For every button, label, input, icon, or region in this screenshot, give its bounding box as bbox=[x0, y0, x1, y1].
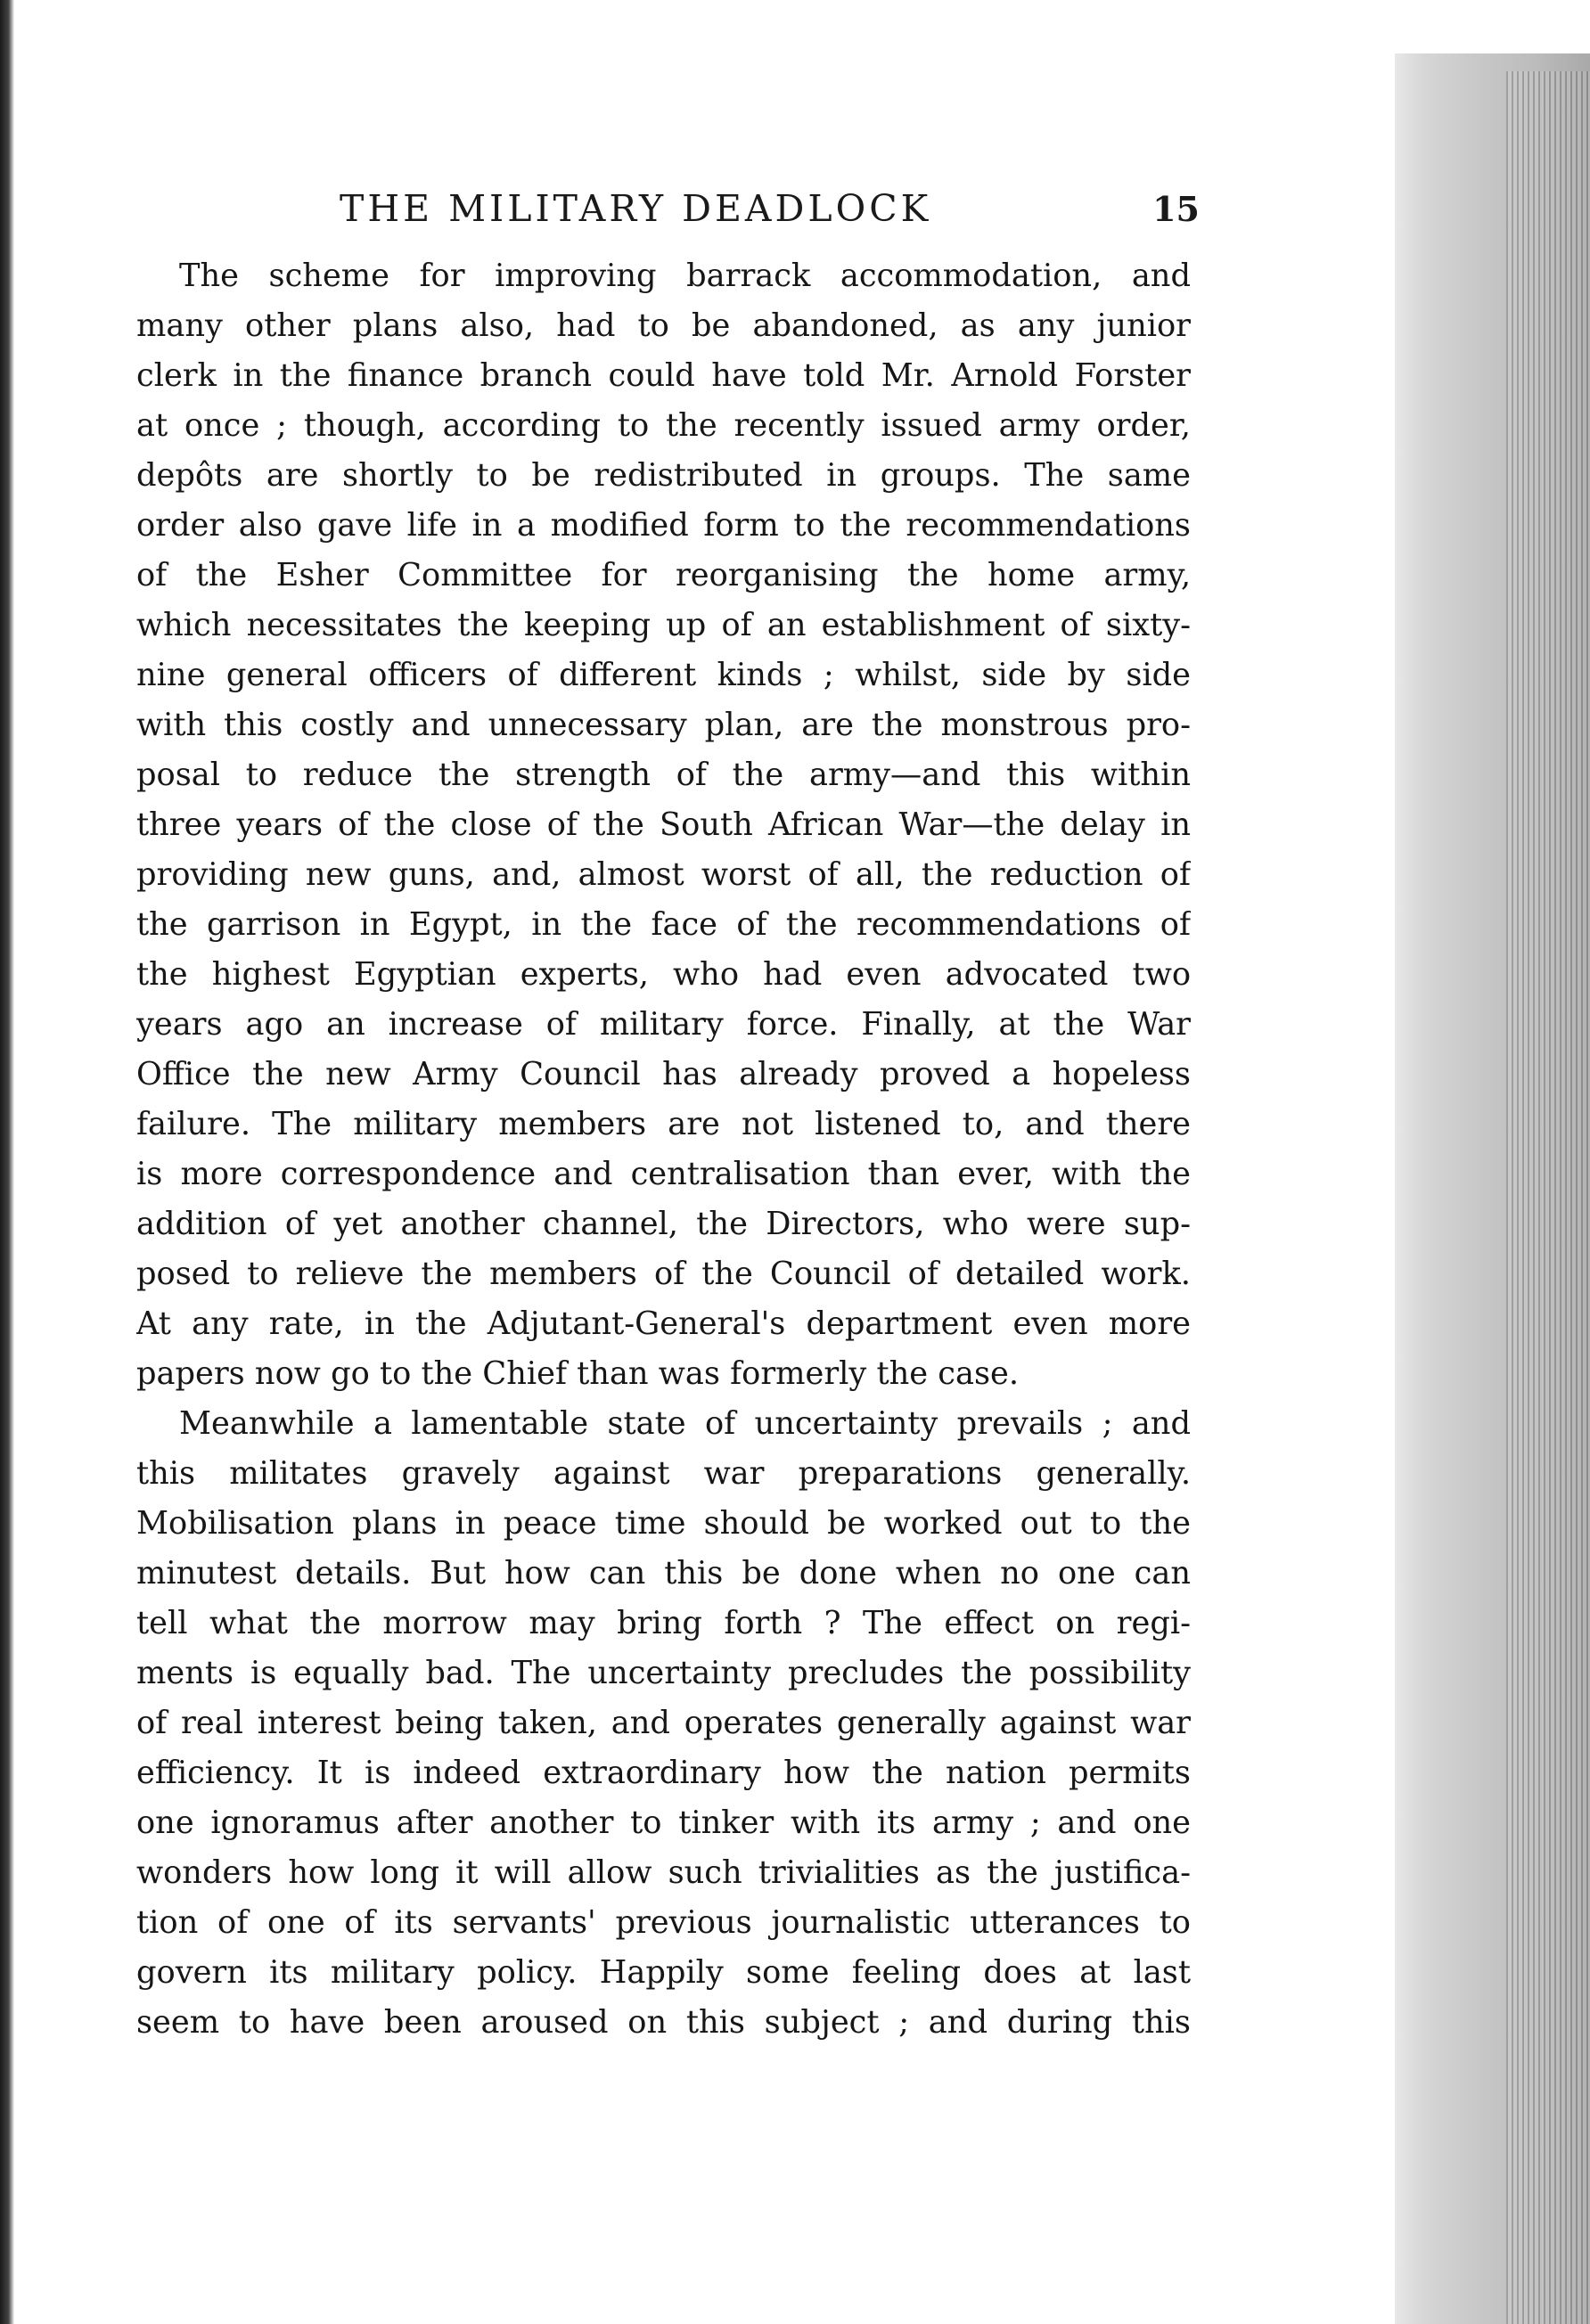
text-line: papers now go to the Chief than was formerly the case. bbox=[136, 1355, 1020, 1392]
text-line: with this costly and unnecessary plan, are the monstrous pro- bbox=[136, 707, 1191, 743]
text-line: clerk in the finance branch could have told Mr. Arnold Forster bbox=[136, 357, 1191, 394]
text-line: of the Esher Committee for reorganising the home army, bbox=[136, 557, 1191, 593]
text-line: posed to relieve the members of the Council of detailed work. bbox=[136, 1256, 1191, 1292]
text-line: one ignoramus after another to tinker with its army ; and one bbox=[136, 1804, 1191, 1841]
text-line: minutest details. But how can this be done when no one can bbox=[136, 1555, 1191, 1592]
book-page bbox=[14, 0, 1395, 2324]
text-line: Mobilisation plans in peace time should be worked out to the bbox=[136, 1505, 1191, 1542]
text-line: seem to have been aroused on this subject ; and during this bbox=[136, 2004, 1191, 2041]
text-line: tell what the morrow may bring forth ? The effect on regi- bbox=[136, 1605, 1191, 1641]
text-line: years ago an increase of military force. Finally, at the War bbox=[136, 1006, 1191, 1043]
running-head bbox=[148, 187, 1200, 241]
text-line: of real interest being taken, and operates generally against war bbox=[136, 1705, 1191, 1741]
paragraph-2 bbox=[136, 1399, 1191, 2048]
paragraph-1 bbox=[136, 251, 1191, 1399]
text-line: The scheme for improving barrack accommodation, and bbox=[179, 258, 1191, 294]
text-line: order also gave life in a modified form to the recommendations bbox=[136, 507, 1191, 544]
text-line: Office the new Army Council has already proved a hopeless bbox=[136, 1056, 1191, 1092]
text-line: depôts are shortly to be redistributed in groups. The same bbox=[136, 457, 1191, 494]
text-line: ments is equally bad. The uncertainty precludes the possibility bbox=[136, 1655, 1191, 1691]
text-line: posal to reduce the strength of the army—and this within bbox=[136, 757, 1191, 793]
text-line: wonders how long it will allow such trivialities as the justifica- bbox=[136, 1854, 1191, 1891]
text-line: govern its military policy. Happily some feeling does at last bbox=[136, 1954, 1191, 1991]
running-head-title: THE MILITARY DEADLOCK bbox=[340, 187, 932, 230]
text-line: is more correspondence and centralisation than ever, with the bbox=[136, 1156, 1191, 1192]
text-line: tion of one of its servants' previous journalistic utterances to bbox=[136, 1904, 1191, 1941]
text-line: providing new guns, and, almost worst of all, the reduction of bbox=[136, 856, 1191, 893]
text-line: efficiency. It is indeed extraordinary how the nation permits bbox=[136, 1755, 1191, 1791]
text-line: the garrison in Egypt, in the face of the recommendations of bbox=[136, 906, 1191, 943]
page-stack-edges bbox=[1506, 71, 1590, 2324]
text-line: At any rate, in the Adjutant-General's department even more bbox=[136, 1305, 1191, 1342]
text-line: addition of yet another channel, the Directors, who were sup- bbox=[136, 1206, 1191, 1242]
text-line: the highest Egyptian experts, who had even advocated two bbox=[136, 956, 1191, 993]
text-line: failure. The military members are not listened to, and there bbox=[136, 1106, 1191, 1142]
text-line: many other plans also, had to be abandoned, as any junior bbox=[136, 307, 1191, 344]
text-line: nine general officers of different kinds ; whilst, side by side bbox=[136, 657, 1191, 693]
binding-shadow bbox=[0, 0, 14, 2324]
text-line: which necessitates the keeping up of an establishment of sixty- bbox=[136, 607, 1191, 643]
text-line: three years of the close of the South African War—the delay in bbox=[136, 806, 1191, 843]
text-line: Meanwhile a lamentable state of uncertainty prevails ; and bbox=[179, 1405, 1191, 1442]
body-text bbox=[136, 251, 1191, 2048]
text-line: this militates gravely against war preparations generally. bbox=[136, 1455, 1191, 1492]
text-line: at once ; though, according to the recently issued army order, bbox=[136, 407, 1191, 444]
page-number: 15 bbox=[1152, 189, 1200, 229]
